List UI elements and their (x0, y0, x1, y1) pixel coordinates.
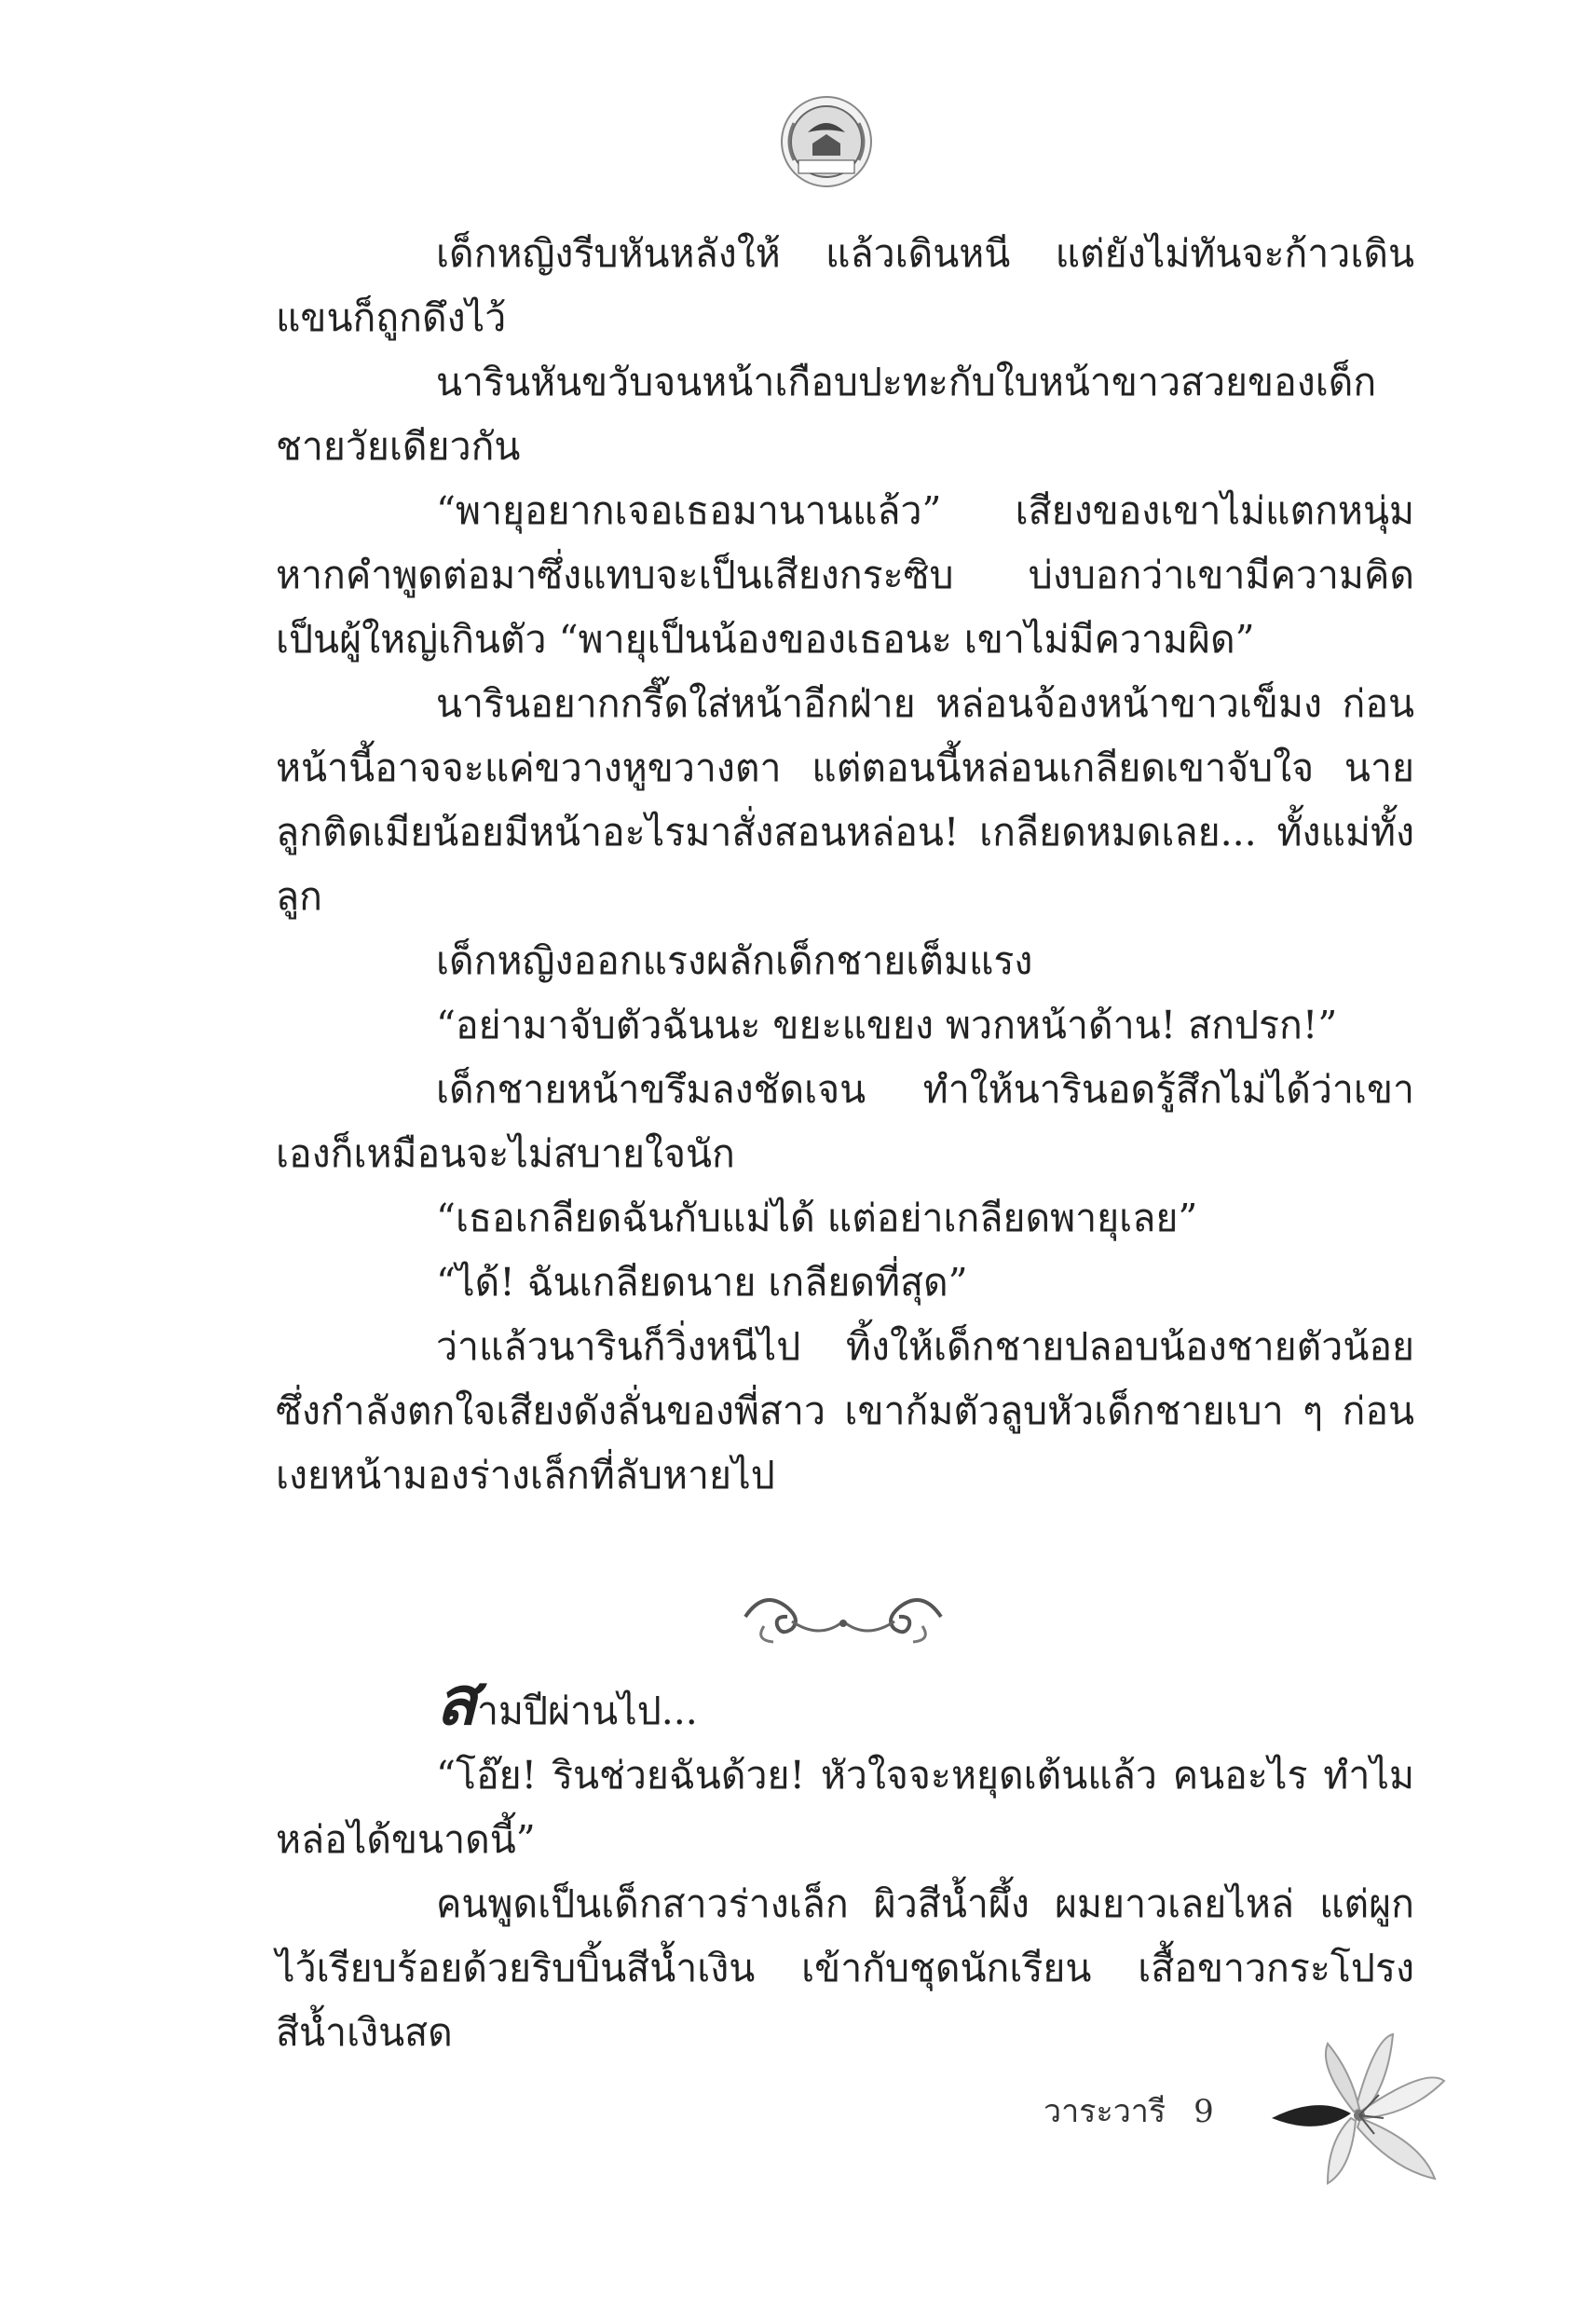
paragraph: เด็กหญิงออกแรงผลักเด็กชายเต็มแรง (436, 938, 1033, 983)
paragraph: “ได้! ฉันเกลียดนาย เกลียดที่สุด” (436, 1260, 968, 1305)
paragraph: ว่าแล้วนารินก็วิ่งหนีไป ทิ้งให้เด็กชายปลอบน้องชายตัวน้อยซึ่งกำลังตกใจเสียงดังลั่นของพี่สาว เขาก้มตัวลูบหัวเด็กชายเบา ๆ ก่อนเงยหน้ามองร่างเล็กที่ลับหายไป (276, 1324, 1414, 1497)
ornament-divider-icon (736, 1584, 950, 1649)
section-opening-line (276, 1661, 1414, 1744)
paragraph: เด็กหญิงรีบหันหลังให้ แล้วเดินหนี แต่ยังไม่ทันจะก้าวเดิน แขนก็ถูกดึงไว้ (276, 231, 1414, 340)
opening-text: ามปีผ่านไป... (476, 1689, 698, 1733)
paragraph: “เธอเกลียดฉันกับแม่ได้ แต่อย่าเกลียดพายุเลย” (436, 1196, 1198, 1240)
book-title: วาระวารี (1044, 2093, 1166, 2130)
lily-flower-icon (1262, 2030, 1449, 2188)
paragraph: “พายุอยากเจอเธอมานานแล้ว” เสียงของเขาไม่แตกหนุ่ม หากคำพูดต่อมาซึ่งแทบจะเป็นเสียงกระซิบ บ่งบอกว่าเขามีความคิดเป็นผู้ใหญ่เกินตัว “พายุเป็นน้องของเธอนะ เขาไม่มีความผิด” (276, 488, 1414, 662)
drop-cap: ส (436, 1661, 477, 1740)
paragraph: เด็กชายหน้าขรึมลงชัดเจน ทำให้นารินอดรู้สึกไม่ได้ว่าเขาเองก็เหมือนจะไม่สบายใจนัก (276, 1067, 1414, 1176)
page-footer (1044, 2085, 1214, 2136)
page-number: 9 (1194, 2093, 1214, 2130)
paragraph: “อย่ามาจับตัวฉันนะ ขยะแขยง พวกหน้าด้าน! สกปรก!” (436, 1003, 1338, 1047)
paragraph: “โอ๊ย! รินช่วยฉันด้วย! หัวใจจะหยุดเต้นแล้ว คนอะไร ทำไมหล่อได้ขนาดนี้” (276, 1753, 1414, 1862)
paragraph: คนพูดเป็นเด็กสาวร่างเล็ก ผิวสีน้ำผึ้ง ผมยาวเลยไหล่ แต่ผูกไว้เรียบร้อยด้วยริบบิ้นสีน้ำเงิน เข้ากับชุดนักเรียน เสื้อขาวกระโปรงสีน้ำเงินสด (276, 1881, 1414, 2055)
paragraph: นารินหันขวับจนหน้าเกือบปะทะกับใบหน้าขาวสวยของเด็กชายวัยเดียวกัน (276, 360, 1377, 469)
section-two (276, 1661, 1414, 2065)
publisher-logo-icon (771, 86, 882, 198)
body-text (276, 222, 1414, 1508)
paragraph: นารินอยากกรี๊ดใส่หน้าอีกฝ่าย หล่อนจ้องหน้าขาวเข็มง ก่อนหน้านี้อาจจะแค่ขวางหูขวางตา แต่ตอนนี้หล่อนเกลียดเขาจับใจ นายลูกติดเมียน้อยมีหน้าอะไรมาสั่งสอนหล่อน! เกลียดหมดเลย... ทั้งแม่ทั้งลูก (276, 681, 1414, 919)
